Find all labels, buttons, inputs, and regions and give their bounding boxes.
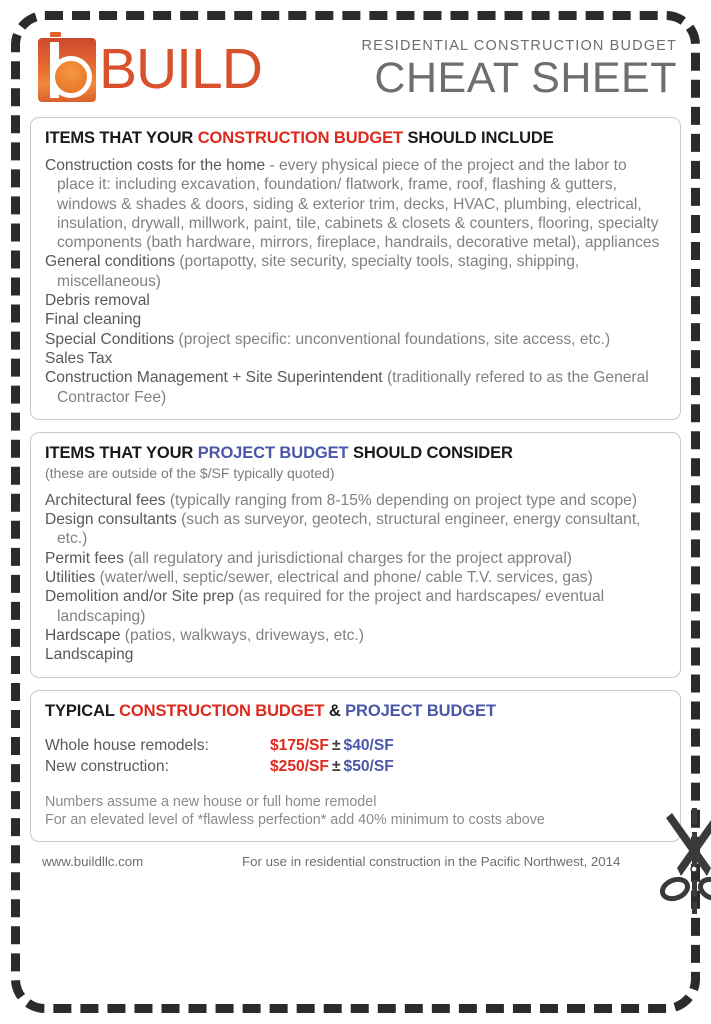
list-item-rest: (traditionally refered to as the General Contractor Fee) (57, 369, 649, 406)
logo-bowl-shape (50, 56, 92, 98)
list-item (45, 349, 666, 368)
section-project-title-post: SHOULD CONSIDER (348, 443, 513, 462)
scissors-pivot (691, 866, 697, 872)
list-item-rest: (project specific: unconventional foundations, site access, etc.) (174, 330, 611, 348)
list-item-rest: (all regulatory and jurisdictional charges for the project approval) (123, 549, 572, 567)
typical-budget-notes (45, 793, 666, 829)
section-construction-title-accent: CONSTRUCTION BUDGET (197, 129, 403, 147)
project-budget-list (45, 491, 666, 665)
list-item-rest: (patios, walkways, driveways, etc.) (120, 626, 364, 644)
list-item-rest: (portapotty, site security, specialty tools, staging, shipping, miscellaneous) (57, 253, 580, 290)
build-b-logo-icon (38, 30, 96, 102)
list-item-lead: Design consultants (45, 511, 177, 529)
construction-budget-list (45, 156, 666, 407)
header-subtitle: RESIDENTIAL CONSTRUCTION BUDGET (361, 38, 677, 54)
list-item (45, 626, 666, 645)
footer-website[interactable]: www.buildllc.com (42, 853, 144, 869)
list-item (45, 156, 666, 252)
list-item-lead: Utilities (45, 569, 96, 587)
typical-row-base: $250/SF (270, 757, 329, 775)
typical-row-range: $50/SF (343, 757, 394, 775)
page-content (30, 22, 681, 982)
section-typical-title-accent-red: CONSTRUCTION BUDGET (119, 701, 325, 720)
typical-note-line: For an elevated level of *flawless perfection* add 40% minimum to costs above (45, 811, 545, 828)
section-typical-title (45, 702, 666, 721)
list-item-rest: (typically ranging from 8-15% depending on project type and scope) (165, 491, 638, 509)
list-item-rest: (as required for the project and hardscapes/ eventual landscaping) (57, 588, 605, 625)
section-project-title-pre: ITEMS THAT YOUR (45, 443, 198, 462)
list-item-lead: Architectural fees (45, 491, 166, 509)
typical-row-value (270, 735, 394, 756)
page-header (30, 22, 681, 117)
list-item (45, 252, 666, 291)
header-titles (362, 38, 677, 101)
list-item (45, 645, 666, 664)
list-item-lead: Permit fees (45, 549, 124, 567)
section-typical-title-accent-blue: PROJECT BUDGET (345, 701, 496, 720)
typical-row-label: Whole house remodels: (45, 736, 209, 754)
list-item-lead: Landscaping (45, 646, 134, 664)
section-typical-title-pre: TYPICAL (45, 701, 120, 720)
list-item-lead: Special Conditions (45, 330, 175, 348)
list-item-rest: (such as surveyor, geotech, structural engineer, energy consultant, etc.) (57, 511, 641, 548)
list-item (45, 368, 666, 407)
section-construction-title (45, 129, 666, 148)
section-typical-budget (30, 690, 681, 842)
section-typical-title-amp: & (324, 701, 346, 720)
list-item (45, 491, 666, 510)
list-item (45, 587, 666, 626)
brand-wordmark: BUILD (99, 36, 262, 101)
plus-minus-icon: ± (331, 757, 341, 775)
list-item-lead: Debris removal (45, 292, 150, 310)
brand-logo (38, 30, 262, 102)
section-construction-budget (30, 117, 681, 420)
typical-row-label: New construction: (45, 757, 169, 775)
scissors-icon (655, 806, 711, 914)
section-project-title (45, 444, 666, 463)
list-item-lead: Demolition and/or Site prep (45, 588, 234, 606)
section-project-budget (30, 432, 681, 678)
typical-row-base: $175/SF (270, 736, 329, 754)
section-construction-title-post: SHOULD INCLUDE (402, 129, 554, 147)
list-item-lead: Sales Tax (45, 349, 113, 367)
section-construction-title-pre: ITEMS THAT YOUR (45, 129, 198, 147)
typical-row-range: $40/SF (343, 736, 394, 754)
list-item (45, 291, 666, 310)
page-footer (30, 854, 681, 869)
section-project-subtitle: (these are outside of the $/SF typically quoted) (45, 464, 335, 481)
list-item-lead: Final cleaning (45, 311, 142, 329)
page-title: CHEAT SHEET (374, 54, 677, 102)
list-item-rest: (water/well, septic/sewer, electrical and phone/ cable T.V. services, gas) (95, 569, 593, 587)
list-item (45, 568, 666, 587)
list-item-lead: Construction Management + Site Superintendent (45, 369, 383, 387)
scissors-blades (666, 813, 711, 876)
dashed-cut-line-icon (692, 808, 697, 914)
list-item-lead: General conditions (45, 253, 176, 271)
table-row (45, 756, 666, 777)
list-item-rest: - every physical piece of the project and the labor to place it: including excavation, foundation/ flatwork, frame, roof, flashing & gutters, windows & shades & doors, siding & exterior trim, decks, HVAC, plumbing, electrical, insulation, drywall, millwork, paint, tile, cabinets & closets & counters, flooring, specialty components (bath hardware, mirrors, fireplace, handrails, decorative metal), appliances (57, 157, 660, 252)
list-item (45, 310, 666, 329)
list-item (45, 330, 666, 349)
logo-dot-shape (50, 32, 61, 37)
list-item (45, 549, 666, 568)
list-item (45, 510, 666, 549)
list-item-lead: Hardscape (45, 626, 121, 644)
footer-usage-note: For use in residential construction in the Pacific Northwest, 2014 (242, 853, 621, 869)
table-row (45, 735, 666, 756)
plus-minus-icon: ± (331, 736, 341, 754)
typical-note-line: Numbers assume a new house or full home remodel (45, 793, 377, 810)
list-item-lead: Construction costs for the home (45, 157, 266, 174)
typical-row-value (270, 756, 394, 777)
scissors-handles (660, 876, 711, 902)
typical-budget-rows (45, 735, 666, 777)
section-project-title-accent: PROJECT BUDGET (197, 443, 349, 462)
